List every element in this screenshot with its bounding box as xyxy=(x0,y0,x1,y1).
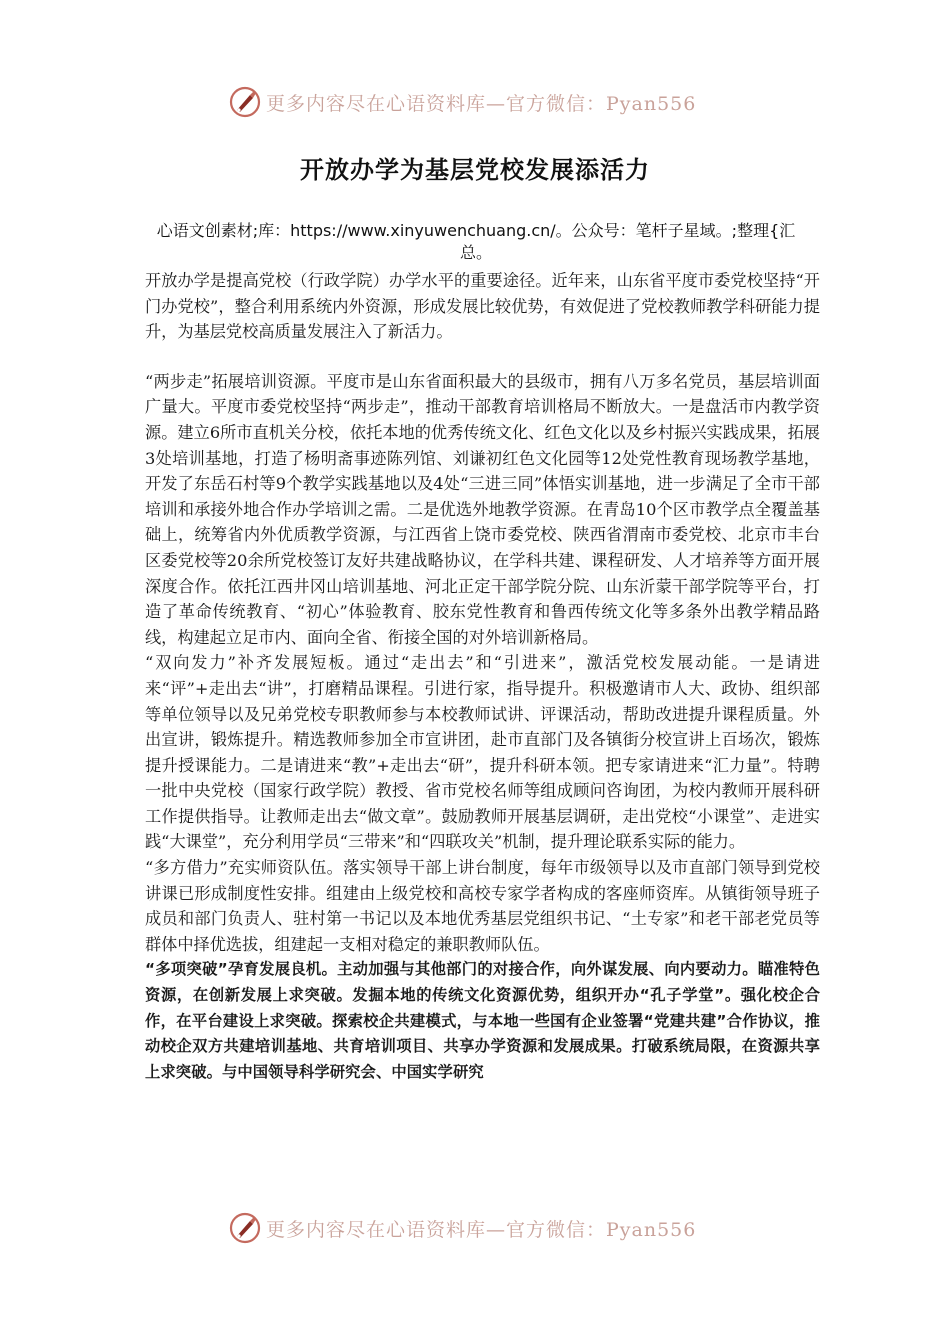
article-body xyxy=(145,268,820,1085)
paragraph-intro: 开放办学是提高党校（行政学院）办学水平的重要途径。近年来，山东省平度市委党校坚持“开门办党校”，整合利用系统内外资源，形成发展比较优势，有效促进了党校教师教学科研能力提升，为基层党校高质量发展注入了新活力。 xyxy=(145,271,820,342)
article-title: 开放办学为基层党校发展添活力 xyxy=(300,155,650,184)
paragraph-two-steps: “两步走”拓展培训资源。平度市是山东省面积最大的县级市，拥有八万多名党员，基层培训面广量大。平度市委党校坚持“两步走”，推动干部教育培训格局不断放大。一是盘活市内教学资源。建立6所市直机关分校，依托本地的优秀传统文化、红色文化以及乡村振兴实践成果，拓展3处培训基地，打造了杨明斋事迹陈列馆、刘谦初红色文化园等12处党性教育现场教学基地，开发了东岳石村等9个教学实践基地以及4处“三进三同”体悟实训基地，进一步满足了全市干部培训和承接外地合作办学培训之需。二是优选外地教学资源。在青岛10个区市教学点全覆盖基础上，统筹省内外优质教学资源，与江西省上饶市委党校、陕西省渭南市委党校、北京市丰台区委党校等20余所党校签订友好共建战略协议，在学科共建、课程研发、人才培养等方面开展深度合作。依托江西井冈山培训基地、河北正定干部学院分院、山东沂蒙干部学院等平台，打造了革命传统教育、“初心”体验教育、胶东党性教育和鲁西传统文化等多条外出教学精品路线，构建起立足市内、面向全省、衔接全国的对外培训新格局。 xyxy=(145,371,820,647)
pen-nib-logo-icon xyxy=(228,85,262,119)
pen-nib-logo-icon xyxy=(228,1211,262,1245)
paragraph-two-way: “双向发力”补齐发展短板。通过“走出去”和“引进来”，激活党校发展动能。一是请进来“评”+走出去“讲”，打磨精品课程。引进行家，指导提升。积极邀请市人大、政协、组织部等单位领导以及兄弟党校专职教师参与本校教师试讲、评课活动，帮助改进提升课程质量。外出宣讲，锻炼提升。精选教师参加全市宣讲团，赴市直部门及各镇街分校宣讲上百场次，锻炼提升授课能力。二是请进来“教”+走出去“研”，提升科研本领。把专家请进来“汇力量”。特聘一批中央党校（国家行政学院）教授、省市党校名师等组成顾问咨询团，为校内教师开展科研工作提供指导。让教师走出去“做文章”。鼓励教师开展基层调研，走出党校“小课堂”、走进实践“大课堂”，充分利用学员“三带来”和“四联攻关”机制，提升理论联系实际的能力。 xyxy=(145,653,820,852)
paragraph-multi-source: “多方借力”充实师资队伍。落实领导干部上讲台制度，每年市级领导以及市直部门领导到党校讲课已形成制度性安排。组建由上级党校和高校专家学者构成的客座师资库。从镇街领导班子成员和部门负责人、驻村第一书记以及本地优秀基层党组织书记、“土专家”和老干部老党员等群体中择优选拔，组建起一支相对稳定的兼职教师队伍。 xyxy=(145,858,820,954)
header-banner[interactable] xyxy=(228,82,748,122)
source-line: 心语文创素材;库：https://www.xinyuwenchuang.cn/。公众号：笔杆子星域。;整理{汇总。 xyxy=(156,221,796,262)
footer-banner-text: 更多内容尽在心语资料库—官方微信：Pyan556 xyxy=(266,1218,697,1241)
header-banner-text: 更多内容尽在心语资料库—官方微信：Pyan556 xyxy=(266,92,697,115)
paragraph-breakthrough: “多项突破”孕育发展良机。主动加强与其他部门的对接合作，向外谋发展、向内要动力。瞄准特色资源，在创新发展上求突破。发掘本地的传统文化资源优势，组织开办“孔子学堂”。强化校企合作，在平台建设上求突破。探索校企共建模式，与本地一些国有企业签署“党建共建”合作协议，推动校企双方共建培训基地、共育培训项目、共享办学资源和发展成果。打破系统局限，在资源共享上求突破。与中国领导科学研究会、中国实学研究 xyxy=(145,960,820,1081)
footer-banner[interactable] xyxy=(228,1208,748,1248)
